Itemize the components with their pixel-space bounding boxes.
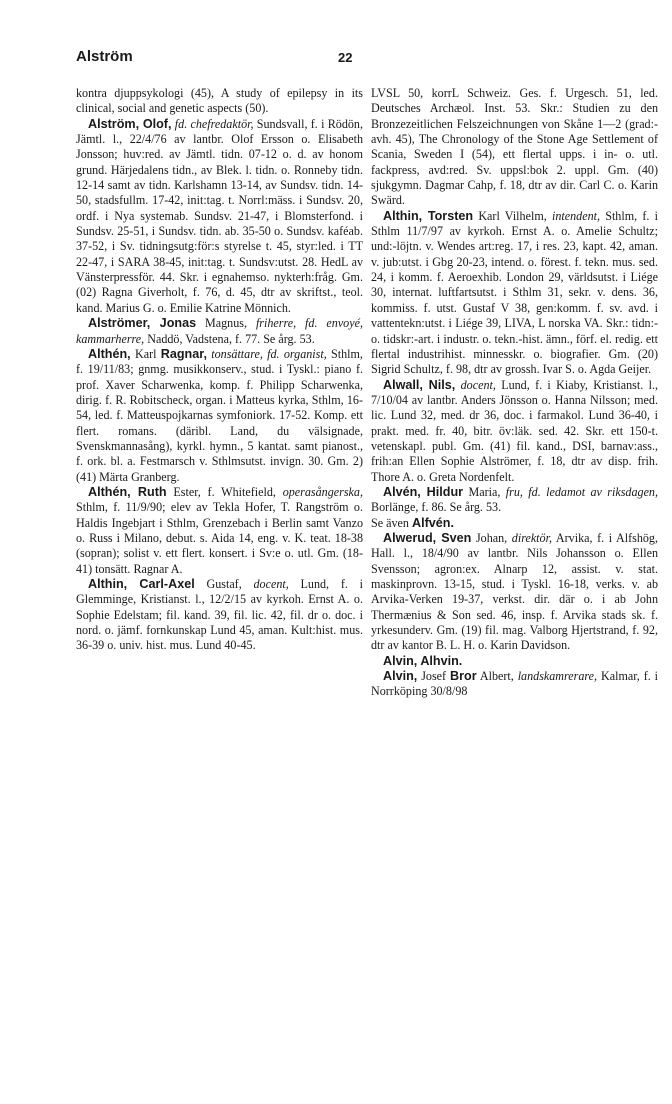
entry-text: Sthlm, f. 11/9/90; elev av Tekla Hofer, T. Rangström o. Haldis Ingebjart i Sthlm, Grenzebach i Berlin samt Vanzo o. Russ i Milano, debut. s. Aida 14, eng. v. K. teat. 18-38 (sopran); solist v. ett flert. konsert. i Sv:e o. utl. Gm. (18-41) tonsätt. Ragnar A. (76, 500, 363, 576)
entry-title: landskamrerare, (517, 669, 598, 684)
biography-entry (371, 485, 658, 516)
right-column (371, 86, 658, 1086)
entry-text: LVSL 50, korrL Schweiz. Ges. f. Urgesch. 51, led. Deutsches Archæol. Inst. 53. Skr.: Studien zu den Bronzezeitlichen Felszeichnungen von Skåne 1—2 (grad:-avh. 45), The Chronology of the Stone Age Settlement of Scania, Sweden I (54), ett flertal upps. i in- o. utl. fackpress, avd:red. Sv. uppsl:bok 2. uppl. Gm. (40) sjukgymn. Dagmar Cahp, f. 18, dtr av dir. Carl C. o. Karin Swärd. (371, 86, 658, 208)
entry-given-names: Johan, (475, 530, 508, 545)
entry-given-names: Karl Vilhelm, (478, 208, 547, 223)
entry-text: kontra djuppsykologi (45), A study of epilepsy in its clinical, social and genetic aspects (50). (76, 86, 363, 116)
running-head: Alström (76, 48, 133, 65)
entry-name: Alwerud, Sven (383, 530, 472, 545)
entry-text: Sthlm, f. i Sthlm 11/7/97 av kyrkoh. Ernst A. o. Amelie Schultz; und:-löjtn. v. Wendes art:reg. 17, i res. 23, kapt. 42, aman. v. jub:utst. i Gbg 20-23, intend. o. förest. f. tekn. mus. sed. 24, i komm. f. Aeroexhib. London 29, världsutst. i Liége 30, internat. luftfartsutst. i Sthlm 31, sekr. v. dens. 36, kommiss. f. utst. Gustaf V 38, gen:komm. f. sv. avd. i vattentekn:utst. i Liége 39, LIVA, L norska VA. Skr.: tidn:- o. tidskr:-art. i industr. o. tekn.-hist. ämn., förf. el. redig. ett flertal industrihist. minnesskr. o. biografier. Gm. (20) Sigrid Schultz, f. 98, dtr av grossh. Ivar S. o. Agda Geijer. (371, 208, 658, 377)
entry-title: tonsättare, fd. organist, (211, 346, 327, 361)
entry-name: Alvin, (383, 669, 418, 684)
entry-title: docent, (460, 377, 496, 392)
entry-text: Borlänge, f. 86. Se årg. 53. (371, 500, 502, 515)
entry-text: Naddö, Vadstena, f. 77. Se årg. 53. (147, 331, 315, 346)
entry-text: Se även (371, 515, 409, 530)
entry-given-names: Magnus, (205, 316, 248, 331)
entry-continuation (76, 86, 363, 117)
entry-given-names: Ester, f. Whitefield, (173, 484, 276, 499)
entry-name: Althén, Ruth (88, 484, 167, 499)
biography-entry (76, 117, 363, 316)
biography-entry (76, 347, 363, 485)
biography-entry (76, 485, 363, 577)
entry-name: Althin, Carl-Axel (88, 577, 195, 591)
entry-given-names-2: Albert, (479, 669, 514, 684)
entry-title: fru, fd. ledamot av riksdagen, (505, 484, 658, 499)
biography-entry (371, 531, 658, 654)
biography-entry (371, 654, 658, 669)
see-also-name: Alfvén. (411, 515, 454, 530)
left-column (76, 86, 363, 1086)
entry-title: docent, (253, 577, 289, 591)
entry-name: Althin, Torsten (383, 208, 474, 223)
biography-entry (371, 378, 658, 485)
entry-text: Lund, f. i Kiaby, Kristianst. l., 7/10/04 av lantbr. Anders Jönsson o. Hanna Nilsson; med. lic. Lund 32, med. dr 36, doc. i farmakol. Lund 36-40, i prakt. med. fr. 40, bitr. öv:läk. sed. 42. Skr. ett 150-t. vetenskapl. publ. Gm. (41) fil. kand., DSI, barnav:ass., frih:an Ellen Sophie Alströmer, f. 18, dtr av disp. frih. Thore A. o. Greta Nordenfelt. (371, 377, 658, 484)
entry-title: intendent, (551, 208, 600, 223)
entry-name: Alwall, Nils, (383, 377, 456, 392)
entry-text: Sundsvall, f. i Rödön, Jämtl. l., 22/4/76 av lantbr. Olof Ersson o. Elisabeth Jonsson; huv:red. av Jämtl. tidn. 07-12 o. d. av honom grund. Härjedalens tidn., av Blek. l. tidn. o. Ronneby tidn. 12-14 samt av tidn. Karlshamn 13-14, av Sundsv. tidn. 14-50, stadsfullm. 17-42, init:tag. t. Norrl:mäss. i Sundsv. 20, ordf. i Nya systemab. Sundsv. 21-47, i Blomsterfond. i Sundsv. 25-51, i Sundsv. tidn. ab. 35-50 o. Sundsv. kaféab. 37-52, i Sv. tidningsutg:för:s styrelse t. 45, styr:led. i TT 22-47, i SARA 38-45, init:tag. t. Sundsv:utst. 28. HedL av Vänsterpressför. 44. Skr. i egnahemso. nykterh:fråg. Gm. (02) Ragna Giverholt, f. 76, d. 45, dtr av skriftst., teol. kand. Marius G. o. Emilie Katrine Mönnich. (76, 116, 363, 315)
entry-text: Sthlm, f. 19/11/83; gnmg. musikkonserv., stud. i Tyskl.: piano f. prof. Xaver Scharwenka, komp. f. Philipp Scharwenka, dirig. f. R. Robitscheck, organ. i Matteus kyrka, Sthlm, 16-54, led. f. Matteuspojkarnas symfoniork. 17-52. Komp. ett flert. romans. (däribl. Land, du välsignade, Svenskmannasång), kyrkl. hymn., 5 kantat. samt pianost., f. ork. bl. a. Festmarsch v. Sthlmsutst. invign. 30. Gm. 2) (41) Märta Granberg. (76, 346, 363, 484)
biography-entry (371, 209, 658, 378)
biography-entry (76, 577, 363, 654)
entry-name: Alvin, Alhvin. (383, 653, 463, 668)
entry-name: Alvén, Hildur (383, 484, 464, 499)
entry-title: friherre, fd. envoyé, kammarherre, (76, 316, 363, 346)
entry-given-names: Karl (134, 346, 157, 361)
entry-title: operasångerska, (282, 484, 363, 499)
biography-entry (371, 669, 658, 700)
entry-name: Althén, (88, 346, 131, 361)
biography-entry (76, 316, 363, 347)
entry-given-names: Maria, (468, 484, 501, 499)
page-header (76, 48, 652, 72)
entry-given-names: Josef (421, 669, 447, 684)
entry-given-names: Gustaf, (206, 577, 242, 591)
entry-text: Arvika, f. i Alfshög, Hall. l., 18/4/90 av lantbr. Nils Johansson o. Ellen Svensson; agron:ex. Alnarp 12, assist. v. stat. maskinprovn. 13-15, stud. i Tyskl. 16-18, verks. v. ab Arvika-Verken 19-37, verkst. dir. där o. i ab John Thermænius & Son sed. 46, insp. f. Arvika stads sk. f. yrkesunderv. Gm. (19) fil. mag. Valborg Hjertstrand, f. 92, dtr av kantor B. L. H. o. Karin Davidson. (371, 530, 658, 653)
entry-text: Lund, f. i Glemminge, Kristianst. l., 12/2/15 av kyrkoh. Ernst A. o. Sophie Edelstam; fil. kand. 39, fil. lic. 42, fil. dr o. doc. i nord. o. jämf. fornkunskap Lund 45, aman. Kult:hist. mus. 36-39 o. univ. hist. mus. Lund 40-45. (76, 577, 363, 653)
entry-title: fd. chefredaktör, (174, 116, 254, 131)
entry-continuation (371, 86, 658, 209)
entry-called-name: Ragnar, (160, 346, 207, 361)
entry-title: direktör, (511, 530, 552, 545)
entry-continuation (371, 516, 658, 531)
entry-text: Kalmar, f. i Norrköping 30/8/98 (371, 669, 658, 699)
page-number: 22 (338, 50, 353, 65)
entry-name: Alströmer, Jonas (88, 316, 197, 331)
entry-name: Alström, Olof, (88, 116, 172, 131)
entry-called-name: Bror (450, 669, 477, 684)
